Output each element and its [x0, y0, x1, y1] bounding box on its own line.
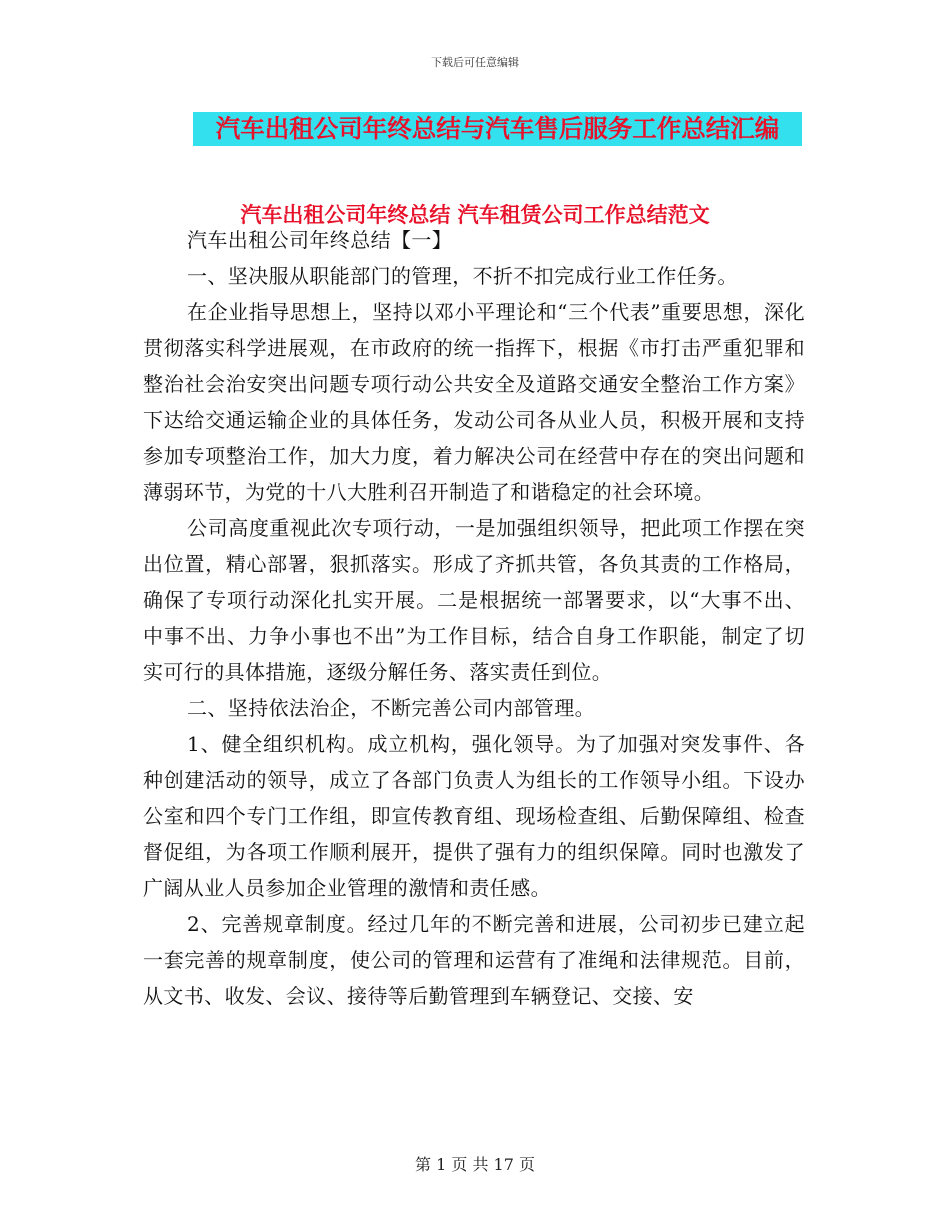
- section-heading-3: 二、坚持依法治企，不断完善公司内部管理。: [187, 696, 595, 720]
- body-paragraph: 2、完善规章制度。经过几年的不断完善和进展，公司初步已建立起一套完善的规章制度，使公司的管理和运营有了准绳和法律规范。目前，从文书、收发、会议、接待等后勤管理到车辆登记、交接、安: [143, 912, 805, 1008]
- body-paragraph: 公司高度重视此次专项行动，一是加强组织领导，把此项工作摆在突出位置，精心部署，狠抓落实。形成了齐抓共管，各负其责的工作格局，确保了专项行动深化扎实开展。二是根据统一部署要求，以“大事不出、中事不出、力争小事也不出”为工作目标，结合自身工作职能，制定了切实可行的具体措施，逐级分解任务、落实责任到位。: [143, 516, 805, 684]
- main-title: 汽车出租公司年终总结与汽车售后服务工作总结汇编: [215, 114, 780, 143]
- section-heading-2: 一、坚决服从职能部门的管理，不折不扣完成行业工作任务。: [187, 264, 738, 288]
- section-heading-1: 汽车出租公司年终总结【一】: [187, 228, 453, 252]
- body-paragraph: 在企业指导思想上，坚持以邓小平理论和“三个代表”重要思想，深化贯彻落实科学进展观，在市政府的统一指挥下，根据《市打击严重犯罪和整治社会治安突出问题专项行动公共安全及道路交通安全整治工作方案》下达给交通运输企业的具体任务，发动公司各从业人员，积极开展和支持参加专项整治工作，加大力度，着力解决公司在经营中存在的突出问题和薄弱环节，为党的十八大胜利召开制造了和谐稳定的社会环境。: [143, 300, 805, 504]
- document-body: [143, 222, 805, 1014]
- body-paragraph: 1、健全组织机构。成立机构，强化领导。为了加强对突发事件、各种创建活动的领导，成立了各部门负责人为组长的工作领导小组。下设办公室和四个专门工作组，即宣传教育组、现场检查组、后勤保障组、检查督促组，为各项工作顺利展开，提供了强有力的组织保障。同时也激发了广阔从业人员参加企业管理的激情和责任感。: [143, 732, 805, 900]
- header-note: 下载后可任意编辑: [431, 56, 519, 69]
- main-title-highlight: [193, 112, 802, 146]
- sub-title: 汽车出租公司年终总结 汽车租赁公司工作总结范文: [240, 203, 710, 227]
- page-number: 第 1 页 共 17 页: [415, 1155, 535, 1174]
